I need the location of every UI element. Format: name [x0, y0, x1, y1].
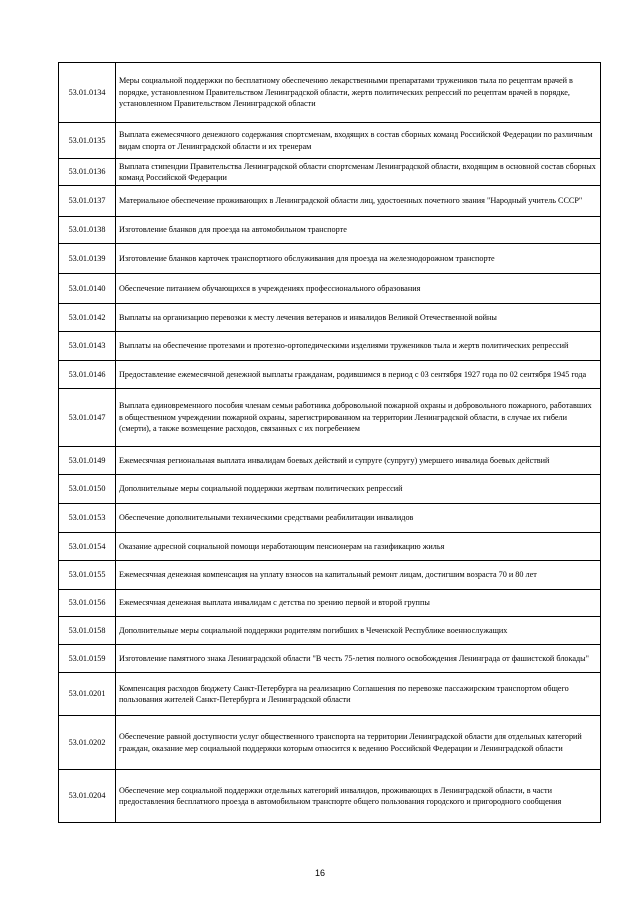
table-row: [59, 533, 601, 561]
row-description: Выплата единовременного пособия членам семьи работника добровольной пожарной охраны и добровольного пожарного, работавших в общественном учреждении пожарной охраны, зарегистрированном на территории Ленинградской области, в случае их гибели (смерти), а также возмещение расходов, связанных с их погребением: [116, 389, 601, 447]
table-row: [59, 389, 601, 447]
row-code: 53.01.0202: [59, 716, 116, 770]
row-code: 53.01.0134: [59, 63, 116, 123]
row-code: 53.01.0136: [59, 159, 116, 186]
table-row: [59, 274, 601, 304]
row-description: Изготовление бланков карточек транспортного обслуживания для проезда на железнодорожном транспорте: [116, 244, 601, 274]
row-code: 53.01.0204: [59, 770, 116, 823]
row-code: 53.01.0137: [59, 186, 116, 217]
table-row: [59, 159, 601, 186]
row-code: 53.01.0155: [59, 561, 116, 590]
row-description: Дополнительные меры социальной поддержки родителям погибших в Чеченской Республике военнослужащих: [116, 617, 601, 645]
table-row: [59, 504, 601, 533]
row-code: 53.01.0158: [59, 617, 116, 645]
row-code: 53.01.0143: [59, 332, 116, 361]
table-row: [59, 361, 601, 389]
page-number: 16: [314, 868, 325, 878]
row-code: 53.01.0139: [59, 244, 116, 274]
row-description: Изготовление бланков для проезда на автомобильном транспорте: [116, 217, 601, 244]
row-code: 53.01.0156: [59, 590, 116, 617]
table-row: [59, 770, 601, 823]
row-description: Компенсация расходов бюджету Санкт-Петербурга на реализацию Соглашения по перевозке пассажирским транспортом общего пользования жителей Санкт-Петербурга и Ленинградской области: [116, 673, 601, 716]
row-description: Ежемесячная денежная компенсация на уплату взносов на капитальный ремонт лицам, достигшим возраста 70 и 80 лет: [116, 561, 601, 590]
table-row: [59, 63, 601, 123]
row-description: Выплаты на обеспечение протезами и протезно-ортопедическими изделиями тружеников тыла и жертв политических репрессий: [116, 332, 601, 361]
row-description: Предоставление ежемесячной денежной выплаты гражданам, родившимся в период с 03 сентября 1927 года по 02 сентября 1945 года: [116, 361, 601, 389]
row-description: Обеспечение дополнительными техническими средствами реабилитации инвалидов: [116, 504, 601, 533]
table-row: [59, 217, 601, 244]
row-description: Дополнительные меры социальной поддержки жертвам политических репрессий: [116, 475, 601, 504]
row-description: Выплата стипендии Правительства Ленинградской области спортсменам Ленинградской области, входящим в основной состав сборных команд Российской Федерации: [116, 159, 601, 186]
budget-codes-table: [58, 62, 601, 823]
table-row: [59, 645, 601, 673]
table-row: [59, 244, 601, 274]
row-description: Ежемесячная денежная выплата инвалидам с детства по зрению первой и второй группы: [116, 590, 601, 617]
table-row: [59, 332, 601, 361]
row-description: Обеспечение мер социальной поддержки отдельных категорий инвалидов, проживающих в Ленинградской области, в части предоставления бесплатного проезда в автомобильном транспорте общего пользования городского и пригородного сообщения: [116, 770, 601, 823]
row-code: 53.01.0140: [59, 274, 116, 304]
table-row: [59, 673, 601, 716]
row-description: Материальное обеспечение проживающих в Ленинградской области лиц, удостоенных почетного звания "Народный учитель СССР": [116, 186, 601, 217]
row-description: Обеспечение питанием обучающихся в учреждениях профессионального образования: [116, 274, 601, 304]
row-code: 53.01.0154: [59, 533, 116, 561]
row-code: 53.01.0201: [59, 673, 116, 716]
row-description: Ежемесячная региональная выплата инвалидам боевых действий и супруге (супругу) умершего инвалида боевых действий: [116, 447, 601, 475]
row-description: Меры социальной поддержки по бесплатному обеспечению лекарственными препаратами тружеников тыла по рецептам врачей в порядке, установленном Правительством Ленинградской области, жертв политических репрессий по рецептам врачей в порядке, установленном Правительством Ленинградской области: [116, 63, 601, 123]
row-code: 53.01.0153: [59, 504, 116, 533]
row-code: 53.01.0159: [59, 645, 116, 673]
table-row: [59, 447, 601, 475]
row-code: 53.01.0135: [59, 123, 116, 159]
row-code: 53.01.0138: [59, 217, 116, 244]
table-row: [59, 590, 601, 617]
row-code: 53.01.0150: [59, 475, 116, 504]
row-description: Изготовление памятного знака Ленинградской области "В честь 75-летия полного освобождения Ленинграда от фашистской блокады": [116, 645, 601, 673]
table-row: [59, 561, 601, 590]
row-code: 53.01.0146: [59, 361, 116, 389]
table-row: [59, 716, 601, 770]
table-row: [59, 475, 601, 504]
row-code: 53.01.0149: [59, 447, 116, 475]
table-row: [59, 186, 601, 217]
table-row: [59, 304, 601, 332]
row-description: Выплаты на организацию перевозки к месту лечения ветеранов и инвалидов Великой Отечественной войны: [116, 304, 601, 332]
row-description: Обеспечение равной доступности услуг общественного транспорта на территории Ленинградской области для отдельных категорий граждан, оказание мер социальной поддержки которым относится к ведению Российской Федерации и Ленинградской области: [116, 716, 601, 770]
table-row: [59, 123, 601, 159]
row-description: Оказание адресной социальной помощи неработающим пенсионерам на газификацию жилья: [116, 533, 601, 561]
table-row: [59, 617, 601, 645]
row-description: Выплата ежемесячного денежного содержания спортсменам, входящих в состав сборных команд Российской Федерации по различным видам спорта от Ленинградской области и их тренерам: [116, 123, 601, 159]
row-code: 53.01.0147: [59, 389, 116, 447]
row-code: 53.01.0142: [59, 304, 116, 332]
